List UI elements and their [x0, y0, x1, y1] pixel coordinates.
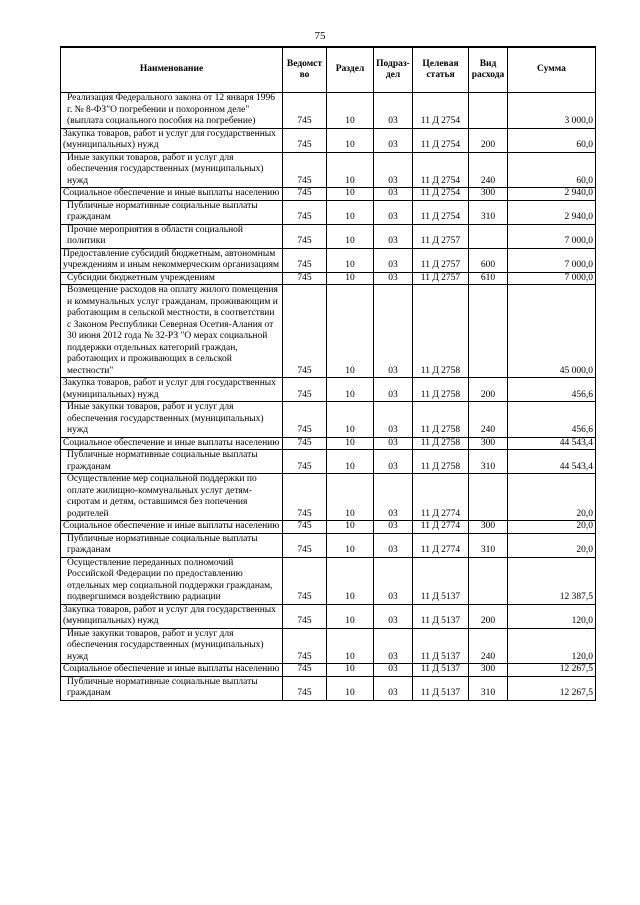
table-row: [61, 248, 596, 272]
cell-section: 10: [327, 200, 374, 224]
cell-dept: 745: [283, 437, 327, 450]
cell-target: 11 Д 5137: [413, 604, 469, 628]
cell-subsection: 03: [374, 450, 413, 474]
cell-dept: 745: [283, 272, 327, 285]
cell-name: Закупка товаров, работ и услуг для государственных (муниципальных) нужд: [61, 604, 283, 628]
header-name: Наименование: [61, 47, 283, 93]
cell-target: 11 Д 2774: [413, 521, 469, 534]
table-row: [61, 152, 596, 188]
cell-dept: 745: [283, 474, 327, 521]
cell-target: 11 Д 2754: [413, 188, 469, 201]
cell-name: Закупка товаров, работ и услуг для государственных (муниципальных) нужд: [61, 128, 283, 152]
cell-amount: 120,0: [508, 628, 596, 664]
cell-subsection: 03: [374, 200, 413, 224]
cell-expense-type: 300: [469, 664, 508, 677]
cell-amount: 20,0: [508, 474, 596, 521]
cell-target: 11 Д 2754: [413, 93, 469, 129]
table-row: [61, 450, 596, 474]
cell-amount: 3 000,0: [508, 93, 596, 129]
cell-target: 11 Д 2774: [413, 533, 469, 557]
cell-expense-type: 600: [469, 248, 508, 272]
cell-expense-type: 310: [469, 676, 508, 700]
cell-subsection: 03: [374, 474, 413, 521]
cell-dept: 745: [283, 557, 327, 604]
cell-target: 11 Д 2774: [413, 474, 469, 521]
cell-name: Социальное обеспечение и иные выплаты населению: [61, 664, 283, 677]
cell-section: 10: [327, 224, 374, 248]
table-row: [61, 272, 596, 285]
cell-expense-type: [469, 285, 508, 378]
cell-target: 11 Д 2754: [413, 152, 469, 188]
cell-section: 10: [327, 402, 374, 438]
cell-target: 11 Д 2757: [413, 272, 469, 285]
cell-amount: 2 940,0: [508, 200, 596, 224]
table-body: [61, 93, 596, 701]
cell-section: 10: [327, 437, 374, 450]
cell-name: Социальное обеспечение и иные выплаты населению: [61, 521, 283, 534]
cell-section: 10: [327, 474, 374, 521]
table-row: [61, 628, 596, 664]
cell-name: Публичные нормативные социальные выплаты гражданам: [61, 450, 283, 474]
cell-dept: 745: [283, 450, 327, 474]
cell-expense-type: 310: [469, 200, 508, 224]
cell-expense-type: 240: [469, 628, 508, 664]
cell-expense-type: 300: [469, 437, 508, 450]
cell-name: Иные закупки товаров, работ и услуг для обеспечения государственных (муниципальных) нужд: [61, 402, 283, 438]
cell-amount: 44 543,4: [508, 437, 596, 450]
cell-amount: 456,6: [508, 378, 596, 402]
cell-target: 11 Д 5137: [413, 557, 469, 604]
cell-amount: 45 000,0: [508, 285, 596, 378]
table-row: [61, 200, 596, 224]
cell-section: 10: [327, 628, 374, 664]
cell-amount: 120,0: [508, 604, 596, 628]
cell-dept: 745: [283, 188, 327, 201]
cell-section: 10: [327, 188, 374, 201]
cell-dept: 745: [283, 676, 327, 700]
cell-expense-type: 300: [469, 188, 508, 201]
table-row: [61, 557, 596, 604]
cell-section: 10: [327, 676, 374, 700]
cell-dept: 745: [283, 248, 327, 272]
cell-subsection: 03: [374, 285, 413, 378]
cell-amount: 456,6: [508, 402, 596, 438]
cell-target: 11 Д 2758: [413, 402, 469, 438]
cell-expense-type: 310: [469, 533, 508, 557]
cell-section: 10: [327, 248, 374, 272]
cell-expense-type: 240: [469, 402, 508, 438]
cell-subsection: 03: [374, 248, 413, 272]
cell-dept: 745: [283, 664, 327, 677]
cell-subsection: 03: [374, 272, 413, 285]
cell-name: Социальное обеспечение и иные выплаты населению: [61, 188, 283, 201]
header-target: Целевая статья: [413, 47, 469, 93]
cell-dept: 745: [283, 402, 327, 438]
table-row: [61, 437, 596, 450]
cell-name: Иные закупки товаров, работ и услуг для обеспечения государственных (муниципальных) нужд: [61, 628, 283, 664]
cell-target: 11 Д 2754: [413, 128, 469, 152]
table-row: [61, 224, 596, 248]
cell-section: 10: [327, 128, 374, 152]
cell-dept: 745: [283, 604, 327, 628]
cell-expense-type: 200: [469, 378, 508, 402]
table-row: [61, 664, 596, 677]
cell-subsection: 03: [374, 557, 413, 604]
cell-name: Субсидии бюджетным учреждениям: [61, 272, 283, 285]
cell-target: 11 Д 2758: [413, 378, 469, 402]
cell-amount: 2 940,0: [508, 188, 596, 201]
cell-expense-type: 300: [469, 521, 508, 534]
cell-dept: 745: [283, 533, 327, 557]
cell-section: 10: [327, 521, 374, 534]
cell-expense-type: 240: [469, 152, 508, 188]
cell-subsection: 03: [374, 224, 413, 248]
cell-name: Прочие мероприятия в области социальной политики: [61, 224, 283, 248]
cell-expense-type: [469, 474, 508, 521]
cell-subsection: 03: [374, 128, 413, 152]
table-row: [61, 676, 596, 700]
header-section: Раздел: [327, 47, 374, 93]
cell-expense-type: 200: [469, 128, 508, 152]
cell-name: Предоставление субсидий бюджетным, автономным учреждениям и иным некоммерческим организациям: [61, 248, 283, 272]
table-row: [61, 533, 596, 557]
cell-dept: 745: [283, 200, 327, 224]
cell-section: 10: [327, 152, 374, 188]
cell-dept: 745: [283, 93, 327, 129]
cell-name: Реализация Федерального закона от 12 января 1996 г. № 8-ФЗ"О погребении и похоронном деле" (выплата социального пособия на погребение): [61, 93, 283, 129]
cell-amount: 7 000,0: [508, 248, 596, 272]
cell-target: 11 Д 2757: [413, 224, 469, 248]
table-row: [61, 474, 596, 521]
cell-subsection: 03: [374, 628, 413, 664]
cell-name: Публичные нормативные социальные выплаты гражданам: [61, 533, 283, 557]
cell-name: Осуществление переданных полномочий Российской Федерации по предоставлению отдельных мер социальной поддержки гражданам, подвергшимся воздействию радиации: [61, 557, 283, 604]
cell-target: 11 Д 2758: [413, 285, 469, 378]
cell-amount: 7 000,0: [508, 272, 596, 285]
cell-expense-type: [469, 93, 508, 129]
table-row: [61, 188, 596, 201]
cell-section: 10: [327, 378, 374, 402]
cell-subsection: 03: [374, 437, 413, 450]
cell-section: 10: [327, 604, 374, 628]
cell-section: 10: [327, 664, 374, 677]
cell-section: 10: [327, 285, 374, 378]
cell-amount: 60,0: [508, 152, 596, 188]
cell-expense-type: 610: [469, 272, 508, 285]
cell-subsection: 03: [374, 676, 413, 700]
cell-amount: 60,0: [508, 128, 596, 152]
cell-name: Возмещение расходов на оплату жилого помещения и коммунальных услуг гражданам, проживающим и работающим в сельской местности, в соответствии с Законом Республики Северная Осетия-Алания от 30 июня 2012 года № 32-РЗ "О мерах социальной поддержки отдельных категорий граждан, работающих и проживающих в сельской местности": [61, 285, 283, 378]
budget-table: [60, 46, 596, 701]
table-row: [61, 378, 596, 402]
cell-subsection: 03: [374, 604, 413, 628]
table-header: [61, 47, 596, 93]
cell-section: 10: [327, 93, 374, 129]
cell-subsection: 03: [374, 93, 413, 129]
cell-target: 11 Д 5137: [413, 664, 469, 677]
cell-dept: 745: [283, 152, 327, 188]
table-row: [61, 285, 596, 378]
cell-name: Иные закупки товаров, работ и услуг для обеспечения государственных (муниципальных) нужд: [61, 152, 283, 188]
cell-expense-type: [469, 224, 508, 248]
cell-dept: 745: [283, 128, 327, 152]
cell-section: 10: [327, 272, 374, 285]
page-number: 75: [314, 30, 326, 42]
header-dept: Ведомст во: [283, 47, 327, 93]
cell-target: 11 Д 5137: [413, 676, 469, 700]
cell-section: 10: [327, 557, 374, 604]
cell-subsection: 03: [374, 378, 413, 402]
table-row: [61, 402, 596, 438]
cell-dept: 745: [283, 378, 327, 402]
cell-dept: 745: [283, 285, 327, 378]
cell-section: 10: [327, 450, 374, 474]
cell-target: 11 Д 2754: [413, 200, 469, 224]
cell-amount: 12 267,5: [508, 676, 596, 700]
cell-name: Публичные нормативные социальные выплаты гражданам: [61, 200, 283, 224]
cell-amount: 12 387,5: [508, 557, 596, 604]
table-row: [61, 604, 596, 628]
table-row: [61, 128, 596, 152]
cell-subsection: 03: [374, 533, 413, 557]
cell-dept: 745: [283, 521, 327, 534]
cell-amount: 44 543,4: [508, 450, 596, 474]
cell-subsection: 03: [374, 402, 413, 438]
header-subsection: Подраз- дел: [374, 47, 413, 93]
cell-amount: 20,0: [508, 533, 596, 557]
header-amount: Сумма: [508, 47, 596, 93]
cell-subsection: 03: [374, 188, 413, 201]
cell-target: 11 Д 2757: [413, 248, 469, 272]
cell-subsection: 03: [374, 664, 413, 677]
cell-target: 11 Д 2758: [413, 437, 469, 450]
cell-dept: 745: [283, 224, 327, 248]
cell-amount: 12 267,5: [508, 664, 596, 677]
cell-amount: 20,0: [508, 521, 596, 534]
cell-dept: 745: [283, 628, 327, 664]
cell-target: 11 Д 5137: [413, 628, 469, 664]
cell-expense-type: 310: [469, 450, 508, 474]
cell-expense-type: 200: [469, 604, 508, 628]
cell-name: Публичные нормативные социальные выплаты гражданам: [61, 676, 283, 700]
cell-subsection: 03: [374, 521, 413, 534]
cell-expense-type: [469, 557, 508, 604]
cell-name: Осуществление мер социальной поддержки по оплате жилищно-коммунальных услуг детям-сиротам и детям, оставшимся без попечения родителей: [61, 474, 283, 521]
cell-name: Социальное обеспечение и иные выплаты населению: [61, 437, 283, 450]
table-row: [61, 521, 596, 534]
cell-target: 11 Д 2758: [413, 450, 469, 474]
cell-amount: 7 000,0: [508, 224, 596, 248]
header-expense-type: Вид расхода: [469, 47, 508, 93]
header-row: [61, 47, 596, 93]
cell-subsection: 03: [374, 152, 413, 188]
table-row: [61, 93, 596, 129]
cell-section: 10: [327, 533, 374, 557]
cell-name: Закупка товаров, работ и услуг для государственных (муниципальных) нужд: [61, 378, 283, 402]
